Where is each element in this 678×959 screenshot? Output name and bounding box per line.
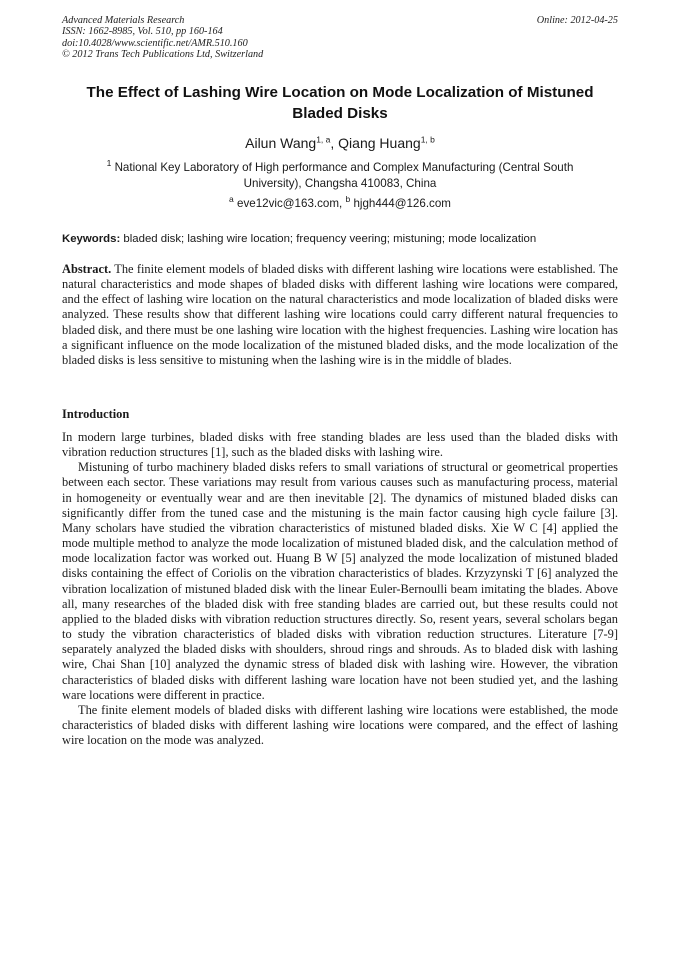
email-mark: b — [345, 194, 351, 205]
journal-header — [62, 15, 618, 60]
abstract — [62, 262, 618, 368]
author-affiliation-mark: 1, a — [316, 134, 331, 145]
affiliation-text: National Key Laboratory of High performance and Complex Manufacturing (Central South University), Changsha 410083, China — [114, 161, 574, 190]
issn-line: ISSN: 1662-8985, Vol. 510, pp 160-164 — [62, 26, 223, 38]
author-name: Ailun Wang — [245, 135, 317, 151]
keywords-text: bladed disk; lashing wire location; frequency veering; mistuning; mode localization — [123, 233, 537, 245]
introduction-body — [62, 430, 618, 748]
paragraph: Mistuning of turbo machinery bladed disks refers to small variations of structural or geometrical properties between each sector. These variations may result from various causes such as manufacturing process, material in homogeneity or eventually wear and are then inevitable [2]. The dynamics of mistuned bladed disks can significantly differ from the tuned case and the mistuning is the main factor causing high cycle failure [3]. Many scholars have studied the vibration characteristics of mistuned bladed disks. Xie W C [4] applied the mode multiple method to analyze the mode localization of mistuned bladed disk, and the calculation method of mode localization factor was worked out. Huang B W [5] analyzed the mode localization of mistuned bladed disks containing the effect of Coriolis on the vibration characteristics of blades. Krzyzynski T [6] analyzed the vibration localization of mistuned bladed disk with the linear Euler-Bernoulli beam imitating the blades. Above all, many researches of the bladed disk with free standing blades are carried out, but these results could not applied to the bladed disks with vibration reduction structures directly. So, resent years, several scholars began to study the vibration characteristics of bladed disks with vibration reduction structures. Literature [7-9] separately analyzed the bladed disks with shoulders, shroud rings and shrouds. As to bladed disk with lashing wire, Chai Shan [10] analyzed the dynamic stress of bladed disk with lashing wire. However, the vibration characteristics of bladed disks with different lashing ware location have not been studied yet, and the lashing ware locations were different in practice. — [62, 460, 618, 702]
paragraph: The finite element models of bladed disks with different lashing wire locations were established, the mode characteristics of bladed disks with different lashing wire locations were compared, and the effect of lashing wire location on the mode was analyzed. — [62, 702, 618, 748]
copyright-line: © 2012 Trans Tech Publications Ltd, Switzerland — [62, 48, 264, 60]
keywords — [62, 232, 618, 247]
paper-title: The Effect of Lashing Wire Location on Mode Localization of Mistuned Bladed Disks — [86, 84, 594, 122]
author-name: Qiang Huang — [338, 135, 421, 151]
journal-name: Advanced Materials Research — [62, 15, 185, 26]
email-address: hjgh444@126.com — [353, 197, 451, 210]
author-list — [62, 134, 618, 152]
doi-line: doi:10.4028/www.scientific.net/AMR.510.160 — [62, 37, 248, 49]
email-mark: a — [229, 194, 234, 205]
abstract-text: The finite element models of bladed disks with different lashing wire locations were established. The natural characteristics and mode shapes of bladed disks with different lashing wire locations were compared, and the effect of lashing wire location on the natural characteristics and mode localization of bladed disks were analyzed. These results show that different lashing wire locations could carry different natural frequencies to bladed disk, and there must be one lashing wire location with the highest frequencies. Lashing wire location has a significant influence on the mode localization of the mistuned bladed disks, and the mode localization of the bladed disks is less sensitive to mistuning when the lashing wire is in the middle of blades. — [62, 262, 618, 367]
author-separator: , — [330, 135, 339, 151]
section-heading-introduction: Introduction — [62, 407, 130, 421]
keywords-label: Keywords: — [62, 233, 121, 245]
email-list — [62, 196, 618, 211]
abstract-label: Abstract. — [62, 262, 112, 276]
email-address: eve12vic@163.com — [237, 197, 340, 210]
affiliation-mark: 1 — [106, 158, 112, 169]
paragraph: In modern large turbines, bladed disks with free standing blades are less used than the bladed disks with vibration reduction structures [1], such as the bladed disks with lashing wire. — [62, 430, 618, 460]
author-affiliation-mark: 1, b — [420, 134, 435, 145]
affiliation — [82, 160, 598, 191]
email-separator: , — [339, 197, 346, 210]
online-date: Online: 2012-04-25 — [536, 15, 618, 26]
